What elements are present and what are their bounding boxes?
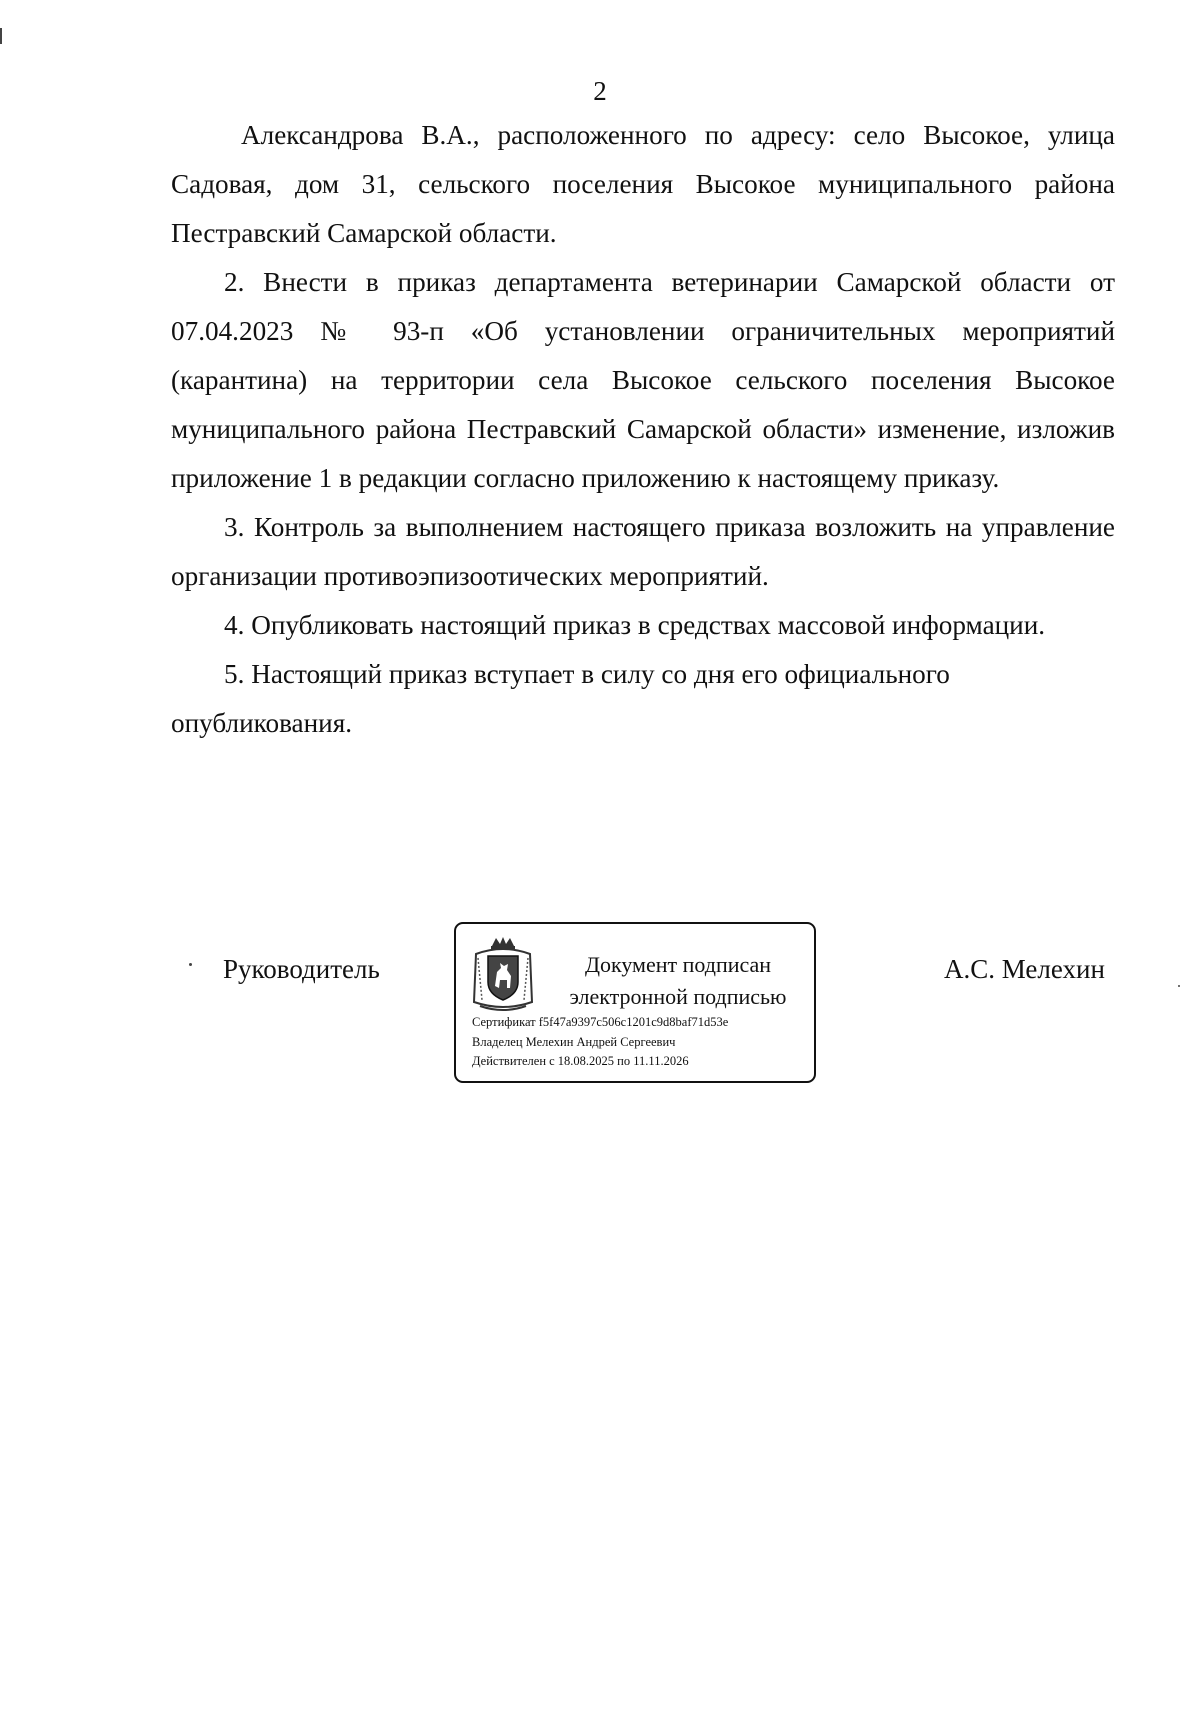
stamp-details: [472, 1013, 728, 1072]
paragraph-item-2: 2. Внести в приказ департамента ветеринарии Самарской области от 07.04.2023 № 93-п «Об установлении ограничительных мероприятий (карантина) на территории села Высокое сельского поселения Высокое муниципального района Пестравский Самарской области» изменение, изложив приложение 1 в редакции согласно приложению к настоящему приказу.: [171, 267, 1115, 493]
electronic-signature-stamp: [454, 922, 816, 1083]
document-body: [171, 111, 1115, 748]
stamp-title-line-2: электронной подписью: [569, 984, 787, 1009]
scan-speck: [0, 28, 2, 44]
paragraph-item-5: 5. Настоящий приказ вступает в силу со дня его официального опубликования.: [171, 659, 950, 738]
stamp-owner: Владелец Мелехин Андрей Сергеевич: [472, 1034, 676, 1049]
signatory-name: А.С. Мелехин: [944, 954, 1105, 984]
stamp-title-line-1: Документ подписан: [584, 952, 772, 977]
page-number: 2: [593, 76, 607, 106]
scan-speck: [189, 963, 192, 966]
paragraph-item-4: 4. Опубликовать настоящий приказ в средствах массовой информации.: [224, 610, 1046, 640]
paragraph-item-3: 3. Контроль за выполнением настоящего приказа возложить на управление организации противоэпизоотических мероприятий.: [171, 512, 1115, 591]
signatory-role: Руководитель: [223, 954, 380, 984]
scan-speck: [1178, 985, 1180, 987]
samara-oblast-coat-of-arms-icon: [470, 936, 536, 1012]
stamp-validity: Действителен с 18.08.2025 по 11.11.2026: [472, 1054, 689, 1068]
stamp-certificate: Сертификат f5f47a9397c506c1201c9d8baf71d53e: [472, 1015, 729, 1029]
paragraph-continuation: Александрова В.А., расположенного по адресу: село Высокое, улица Садовая, дом 31, сельского поселения Высокое муниципального района Пестравский Самарской области.: [171, 120, 1115, 248]
stamp-title: [552, 949, 804, 1013]
